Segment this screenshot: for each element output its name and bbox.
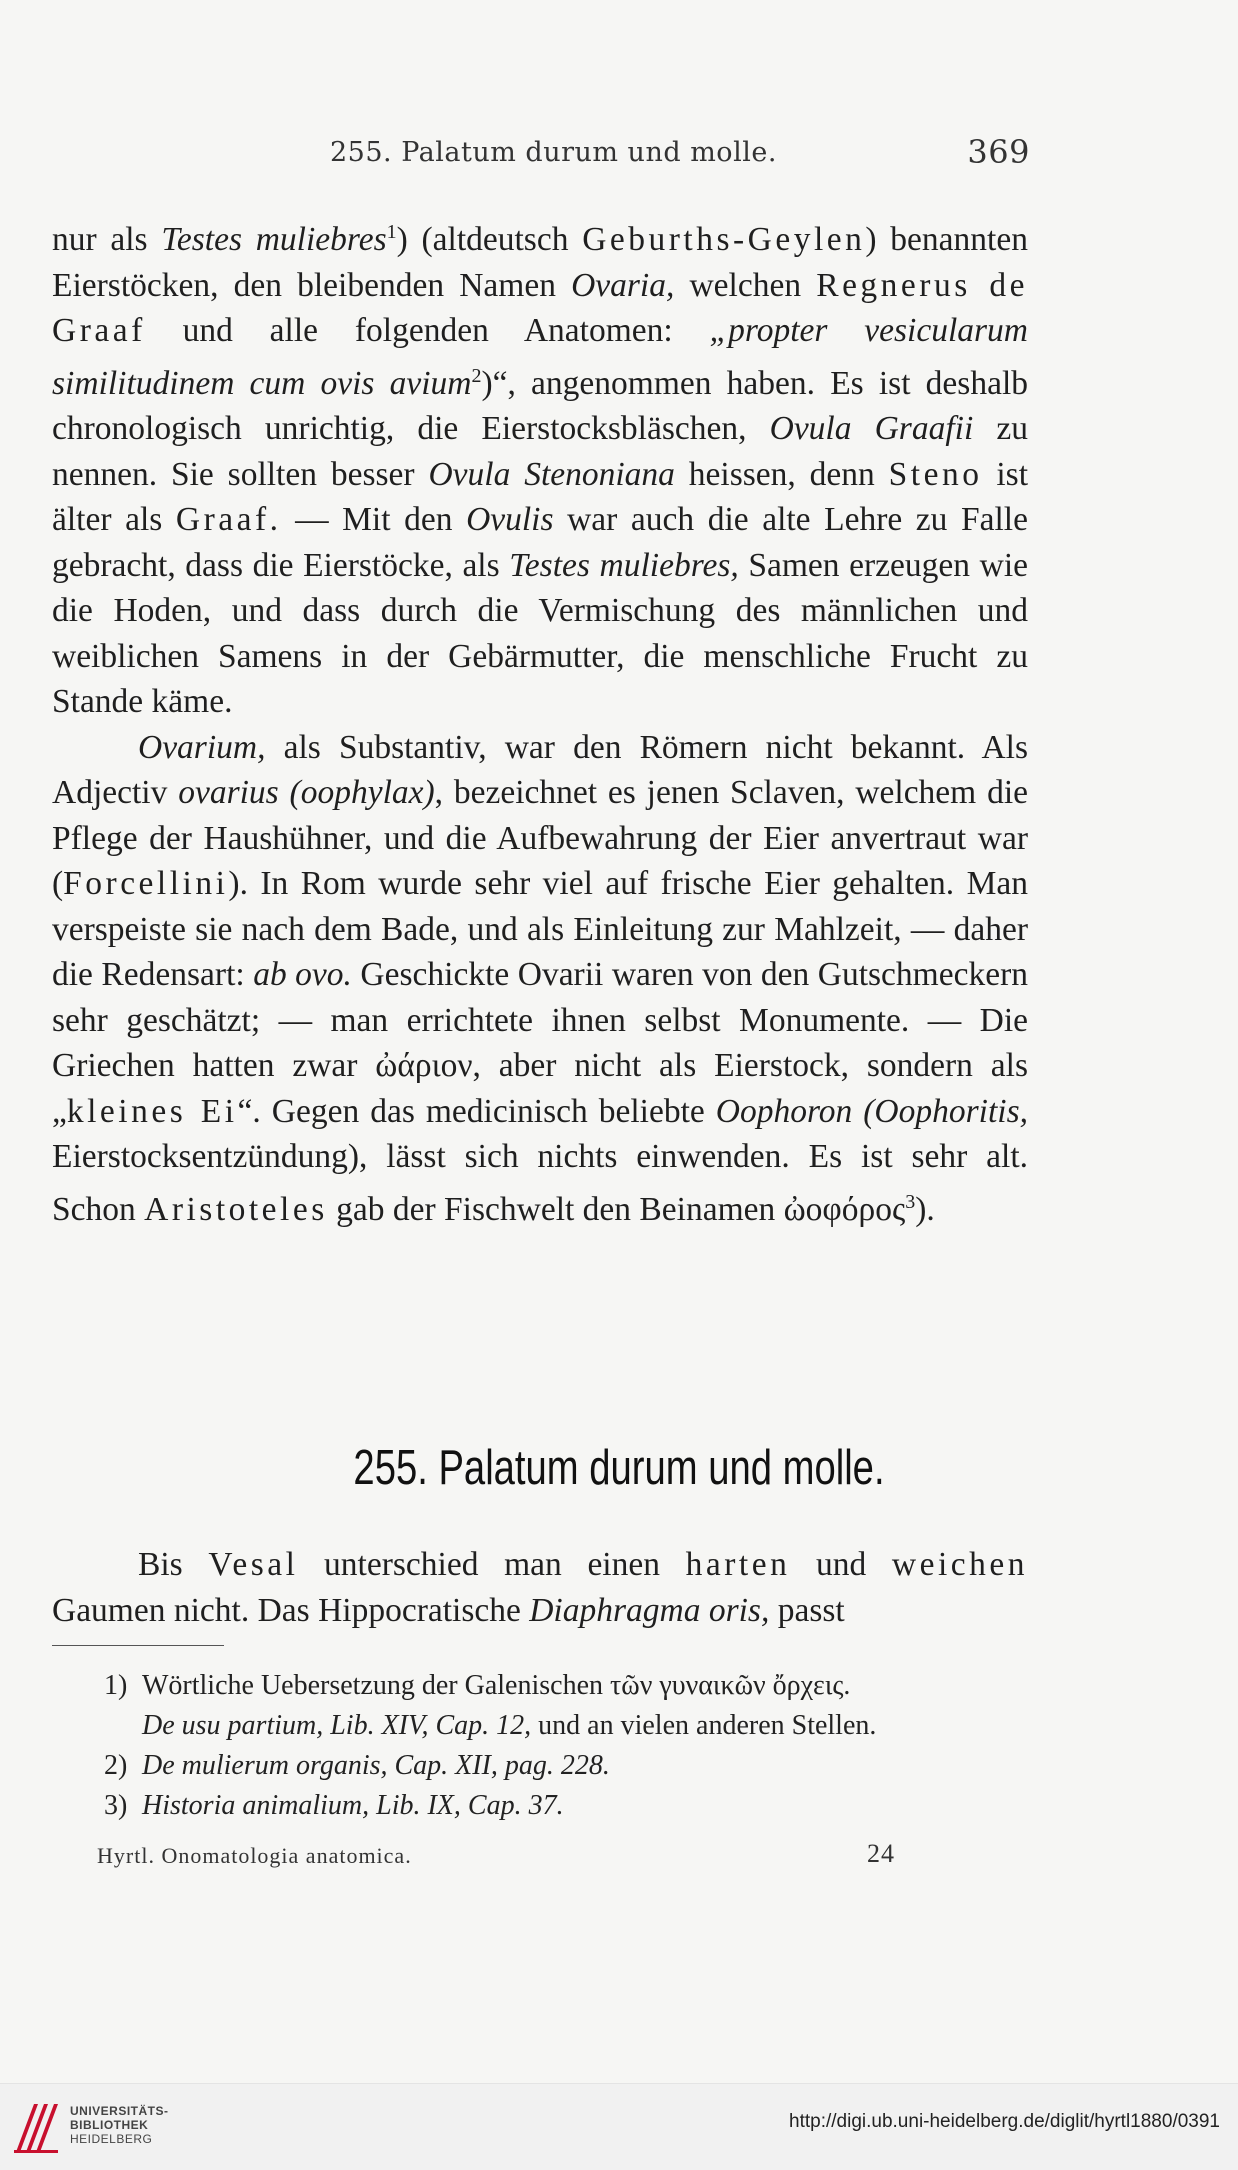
permalink[interactable]: http://digi.ub.uni-heidelberg.de/diglit/hyrtl1880/0391 bbox=[789, 2111, 1220, 2132]
library-name-line: HEIDELBERG bbox=[70, 2132, 153, 2146]
italic-text: De usu partium, Lib. XIV, Cap. 12, bbox=[142, 1710, 532, 1741]
text-run: ). bbox=[915, 1190, 935, 1228]
italic-text: Ovarium, bbox=[138, 728, 266, 766]
running-head-title: 255. Palatum durum und molle. bbox=[330, 137, 777, 168]
text-run: nur als bbox=[52, 221, 162, 258]
spaced-name: Vesal bbox=[208, 1546, 299, 1583]
footnote-ref: 3 bbox=[905, 1190, 916, 1213]
text-run: unterschied man einen bbox=[298, 1546, 686, 1583]
paragraph bbox=[52, 1542, 1028, 1633]
text-run: Eierstocksentzündung), lässt sich nichts einwenden. Es ist sehr alt. Schon bbox=[52, 1138, 1028, 1228]
italic-text: ab ovo. bbox=[253, 956, 352, 993]
footnote-line bbox=[142, 1706, 1028, 1746]
footnote-mark: 2) bbox=[104, 1750, 128, 1781]
text-run: )“, angenommen haben. Es ist deshalb chronologisch unrichtig, die Eierstocksbläschen, bbox=[52, 364, 1028, 447]
footnote-mark: 1) bbox=[104, 1670, 128, 1701]
italic-text: Ovula Stenoniana bbox=[428, 455, 675, 493]
text-run: zu nennen. Sie sollten besser bbox=[52, 410, 1028, 493]
text-run: passt bbox=[769, 1591, 845, 1629]
italic-text: Diaphragma oris, bbox=[529, 1591, 770, 1629]
text-run: ) (altdeutsch bbox=[396, 221, 583, 258]
text-run: als Substantiv, war den Römern nicht bekannt. Als Adjectiv bbox=[52, 728, 1028, 811]
text-run: ist älter als bbox=[52, 455, 1029, 538]
footnote-mark: 3) bbox=[104, 1790, 128, 1821]
paragraph bbox=[52, 725, 1028, 1233]
footnote bbox=[52, 1666, 1028, 1746]
footnotes bbox=[52, 1666, 1028, 1826]
footnote-rule bbox=[52, 1645, 224, 1646]
footnote-line bbox=[142, 1786, 1028, 1826]
text-run: Gaumen nicht. Das Hippocratische bbox=[52, 1591, 530, 1629]
spaced-name: Aristoteles bbox=[144, 1190, 328, 1228]
running-head bbox=[330, 133, 1030, 171]
imprint: Hyrtl. Onomatologia anatomica. bbox=[97, 1843, 412, 1868]
spaced-name: Regnerus de Graaf bbox=[52, 266, 1028, 349]
text-run: ). In Rom wurde sehr viel auf frische Eier gehalten. Man verspeiste sie nach dem Bade, und als Einleitung zur Mahlzeit, — daher die Redensart: bbox=[52, 865, 1028, 993]
text-run: , bezeichnet es jenen Sclaven, welchem die Pflege der Haushühner, und die Aufbewahrung der Eier anvertraut war ( bbox=[52, 774, 1029, 902]
spaced-name: harten bbox=[685, 1546, 791, 1583]
signature-mark: 24 bbox=[867, 1839, 895, 1868]
library-bar bbox=[0, 2083, 1238, 2170]
spaced-name: Graaf. bbox=[175, 501, 282, 538]
italic-text: Testes muliebres, bbox=[509, 546, 739, 584]
text-run: — Mit den bbox=[281, 501, 467, 538]
italic-text: ovarius (oophylax) bbox=[178, 774, 435, 811]
main-text bbox=[52, 210, 1028, 1232]
text-run: gab der Fischwelt den Beinamen ὠοφόρος bbox=[327, 1190, 906, 1228]
text-run: und an vielen anderen Stellen. bbox=[531, 1710, 877, 1741]
text-run: Bis bbox=[138, 1546, 209, 1583]
paragraph bbox=[52, 210, 1028, 725]
italic-text: De mulierum organis, Cap. XII, pag. 228. bbox=[142, 1750, 610, 1781]
footnote bbox=[52, 1786, 1028, 1826]
library-logo-icon bbox=[12, 2100, 60, 2156]
section-heading: 255. Palatum durum und molle. bbox=[353, 1441, 885, 1495]
italic-text: Oophoron (Oophoritis, bbox=[715, 1092, 1028, 1130]
library-name-line: UNIVERSITÄTS- bbox=[70, 2104, 169, 2118]
text-run: Geschickte Ovarii waren von den Gutschmeckern sehr geschätzt; — man errichtete ihnen selbst Monumente. — Die Griechen hatten zwar ὠάριον, aber nicht als Eierstock, sondern als „ bbox=[52, 956, 1028, 1130]
library-name-line: BIBLIOTHEK bbox=[70, 2118, 149, 2132]
footnote-ref: 1 bbox=[386, 221, 397, 243]
spaced-name: Forcellini bbox=[63, 865, 229, 902]
page-footer bbox=[97, 1839, 897, 1869]
footnote bbox=[52, 1746, 1028, 1786]
spaced-name: Steno bbox=[888, 455, 983, 493]
page-number: 369 bbox=[967, 133, 1030, 171]
text-run: welchen bbox=[674, 266, 817, 304]
spaced-name: kleines Ei bbox=[66, 1092, 238, 1130]
text-run: und alle folgenden Anatomen: bbox=[145, 312, 710, 349]
text-run: Samen erzeugen wie die Hoden, und dass durch die Vermischung des männlichen und weiblichen Samens in der Gebärmutter, die menschliche Frucht zu Stande käme. bbox=[52, 546, 1028, 720]
italic-text: Testes muliebres bbox=[161, 221, 387, 258]
text-run: heissen, denn bbox=[674, 455, 889, 493]
text-run: war auch die alte Lehre zu Falle gebracht, dass die Eierstöcke, als bbox=[52, 501, 1028, 584]
spaced-name: weichen bbox=[891, 1546, 1028, 1583]
text-run: ) benannten Eierstöcken, den bleibenden Namen bbox=[52, 221, 1028, 304]
section-text bbox=[52, 1542, 1028, 1633]
italic-text: „propter vesicularum similitudinem cum ovis avium bbox=[52, 312, 1028, 402]
italic-text: Ovula Graafii bbox=[769, 410, 974, 447]
footnote-ref: 2 bbox=[471, 364, 482, 387]
text-run: Wörtliche Uebersetzung der Galenischen τῶν γυναικῶν ὄρχεις. bbox=[142, 1670, 851, 1701]
italic-text: Historia animalium, Lib. IX, Cap. 37. bbox=[142, 1790, 564, 1821]
text-run: und bbox=[790, 1546, 892, 1583]
text-run: “. Gegen das medicinisch beliebte bbox=[237, 1092, 716, 1130]
footnote-line bbox=[142, 1666, 1028, 1706]
spaced-name: Geburths-Geylen bbox=[582, 221, 866, 258]
italic-text: Ovaria, bbox=[571, 266, 675, 304]
footnote-line bbox=[142, 1746, 1028, 1786]
library-name bbox=[70, 2104, 169, 2146]
italic-text: Ovulis bbox=[466, 501, 554, 538]
